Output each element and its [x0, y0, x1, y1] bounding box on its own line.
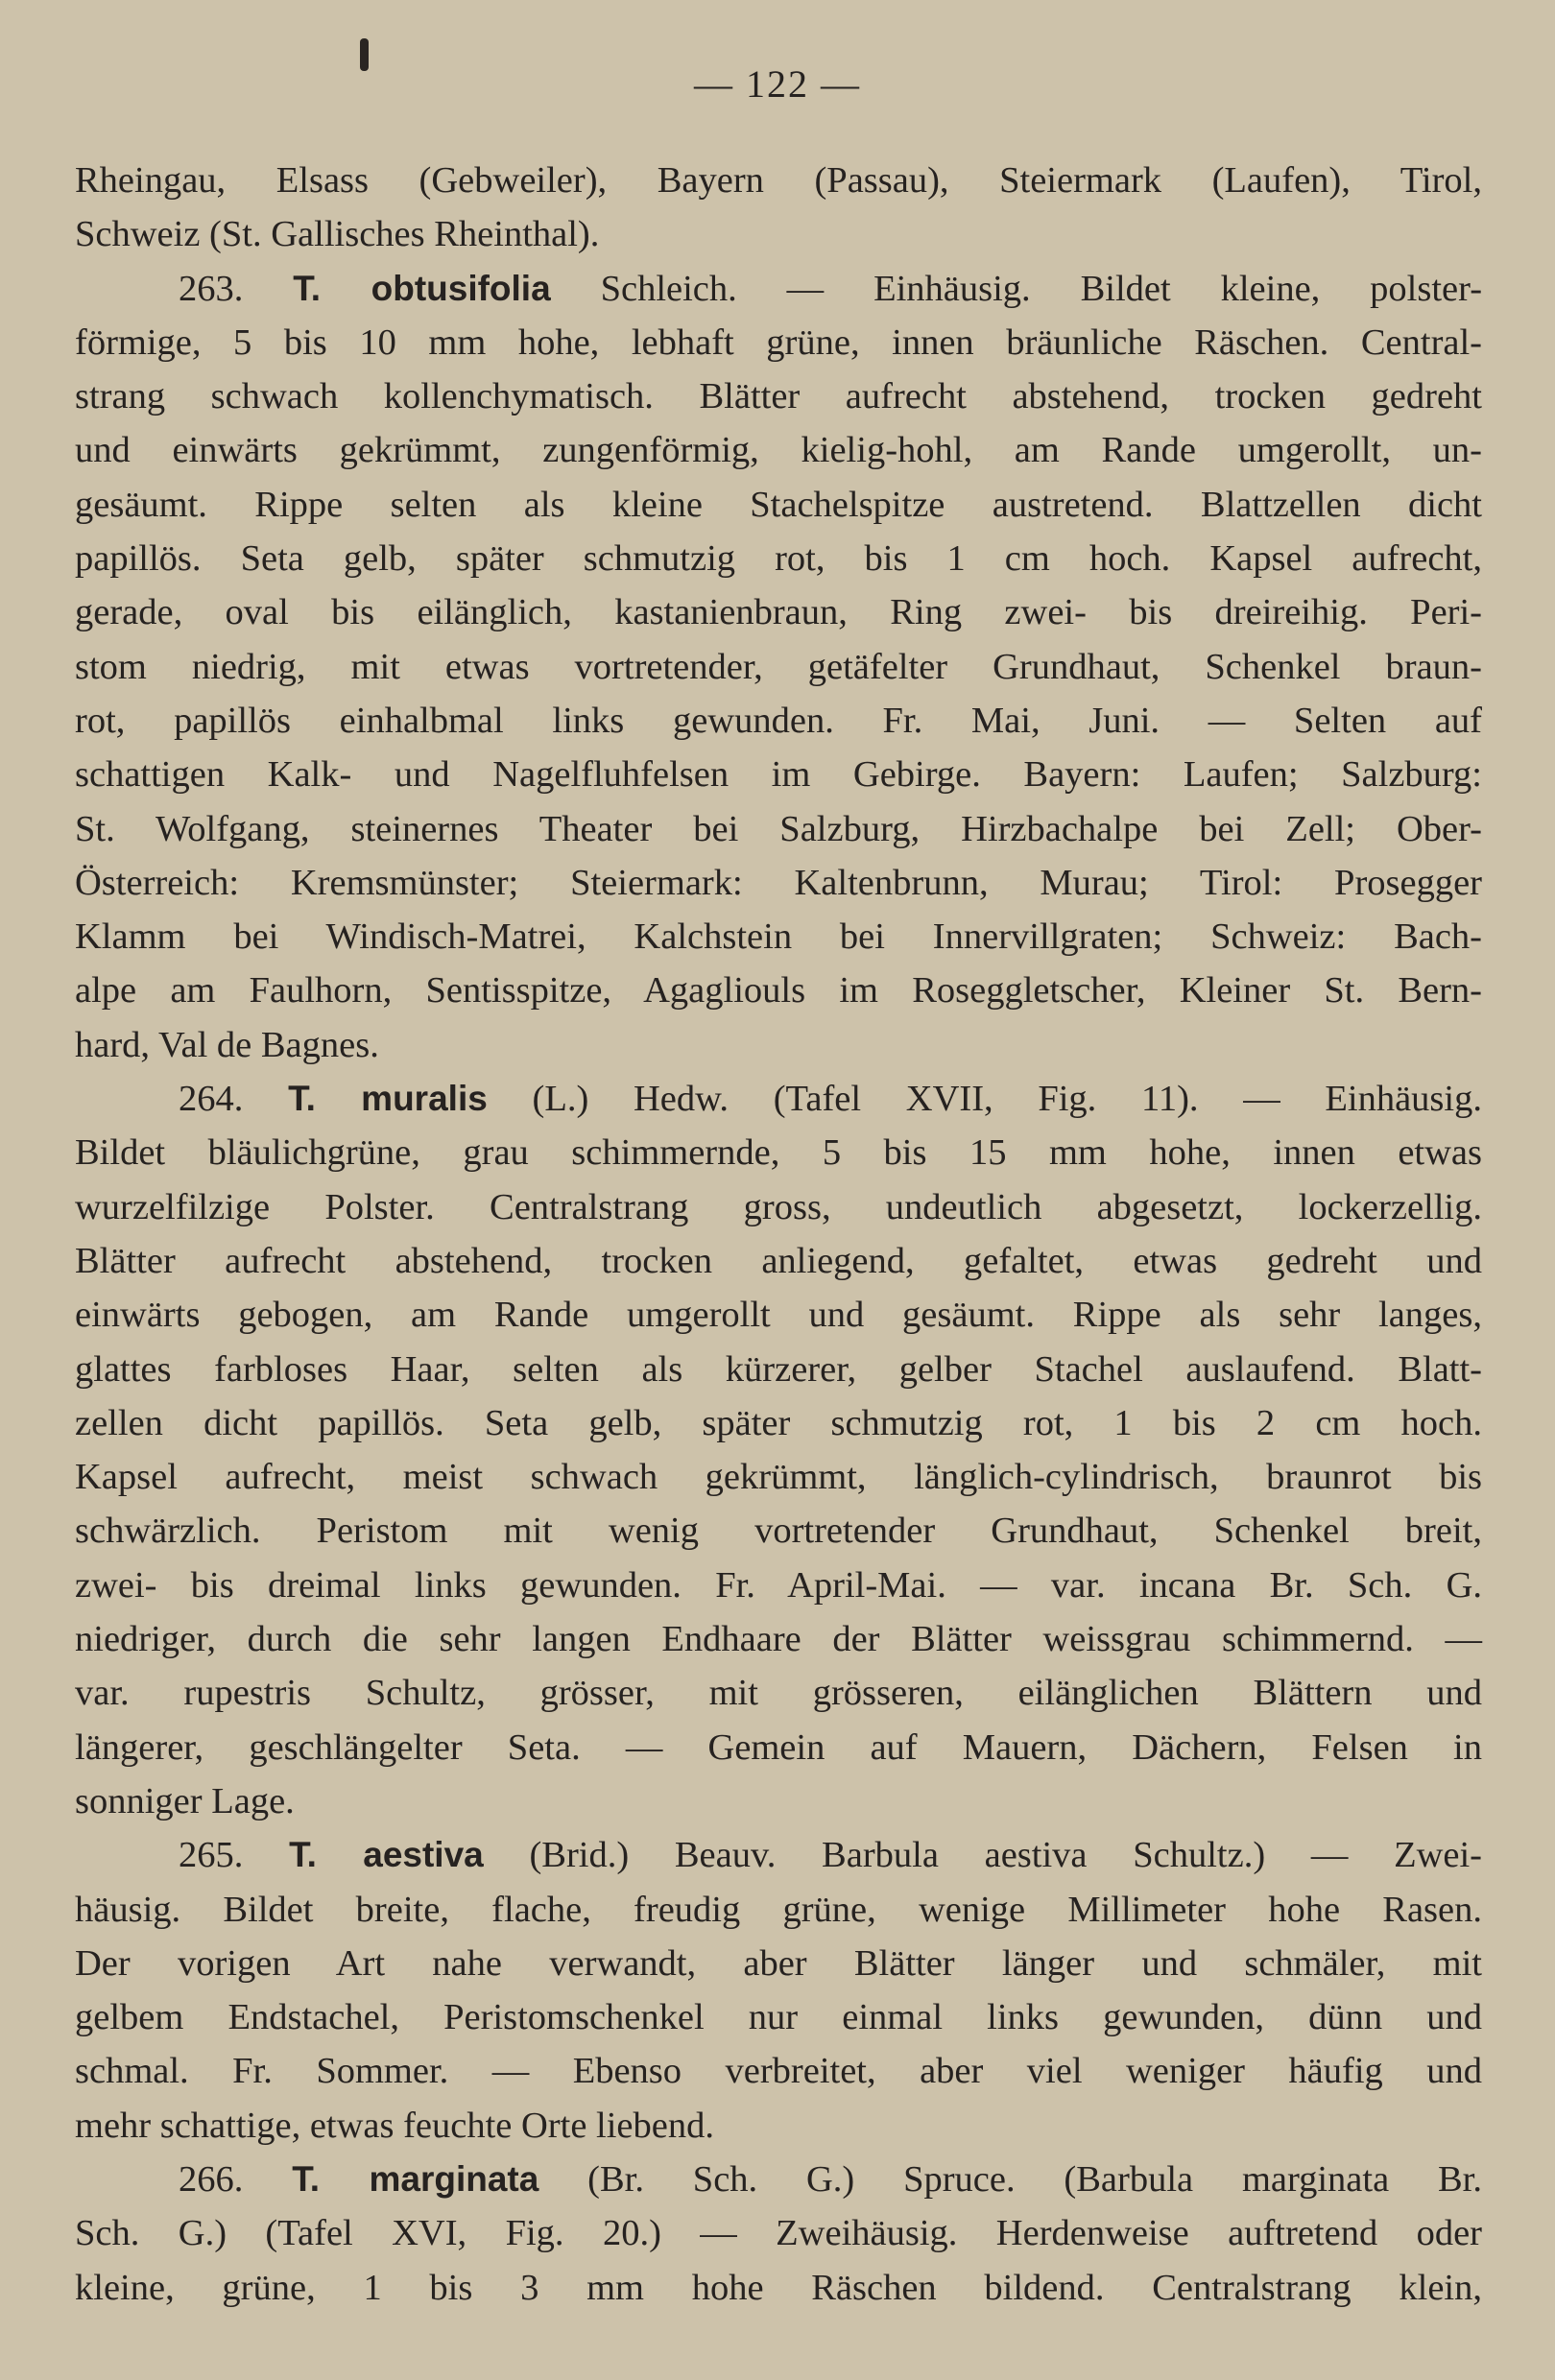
text-line: mehr schattige, etwas feuchte Orte liebend. [75, 2105, 714, 2146]
species-number: 263. [179, 268, 294, 309]
text-line: hard, Val de Bagnes. [75, 1024, 379, 1065]
text-line: zellen dicht papillös. Seta gelb, später schmutzig rot, 1 bis 2 cm hoch. [75, 1402, 1482, 1443]
species-description: (Br. Sch. G.) Spruce. (Barbula marginata Br. [538, 2158, 1483, 2200]
body-text [75, 154, 1482, 2315]
text-line: Klamm bei Windisch-Matrei, Kalchstein bei Innervillgraten; Schweiz: Bach- [75, 916, 1482, 958]
text-line: alpe am Faulhorn, Sentisspitze, Agagliouls im Roseggletscher, Kleiner St. Bern- [75, 970, 1482, 1012]
text-line: Rheingau, Elsass (Gebweiler), Bayern (Passau), Steiermark (Laufen), Tirol, [75, 160, 1482, 201]
text-line: wurzelfilzige Polster. Centralstrang gross, undeutlich abgesetzt, lockerzellig. [75, 1186, 1482, 1227]
species-description: (Brid.) Beauv. Barbula aestiva Schultz.) — Zwei- [483, 1835, 1483, 1876]
species-entry-heading [75, 1072, 1482, 1126]
species-name: T. marginata [292, 2158, 539, 2199]
species-number: 266. [179, 2158, 293, 2200]
species-entry-heading [75, 2153, 1482, 2206]
species-entry-heading [75, 262, 1482, 316]
text-line: schmal. Fr. Sommer. — Ebenso verbreitet, aber viel weniger häufig und [75, 2051, 1482, 2092]
text-line: Kapsel aufrecht, meist schwach gekrümmt, länglich-cylindrisch, braunrot bis [75, 1457, 1482, 1498]
text-line: papillös. Seta gelb, später schmutzig rot, bis 1 cm hoch. Kapsel aufrecht, [75, 538, 1482, 580]
text-line: glattes farbloses Haar, selten als kürzerer, gelber Stachel auslaufend. Blatt- [75, 1348, 1482, 1390]
species-entry-heading [75, 1828, 1482, 1882]
page-number: — 122 — [694, 62, 861, 106]
text-line: schattigen Kalk- und Nagelfluhfelsen im Gebirge. Bayern: Laufen; Salzburg: [75, 754, 1482, 796]
text-line: Der vorigen Art nahe verwandt, aber Blätter länger und schmäler, mit [75, 1942, 1482, 1984]
text-line: rot, papillös einhalbmal links gewunden. Fr. Mai, Juni. — Selten auf [75, 700, 1482, 741]
text-line: zwei- bis dreimal links gewunden. Fr. April-Mai. — var. incana Br. Sch. G. [75, 1564, 1482, 1606]
species-name: T. aestiva [289, 1835, 484, 1875]
text-line: schwärzlich. Peristom mit wenig vortretender Grundhaut, Schenkel breit, [75, 1511, 1482, 1552]
text-line: niedriger, durch die sehr langen Endhaare der Blätter weissgrau schimmernd. — [75, 1619, 1482, 1660]
species-name: T. obtusifolia [293, 268, 551, 308]
text-line: St. Wolfgang, steinernes Theater bei Salzburg, Hirzbachalpe bei Zell; Ober- [75, 808, 1482, 849]
text-line: gerade, oval bis eilänglich, kastanienbraun, Ring zwei- bis dreireihig. Peri- [75, 592, 1482, 633]
text-line: var. rupestris Schultz, grösser, mit grösseren, eilänglichen Blättern und [75, 1673, 1482, 1714]
text-line: Bildet bläulichgrüne, grau schimmernde, 5 bis 15 mm hohe, innen etwas [75, 1132, 1482, 1174]
text-line: Schweiz (St. Gallisches Rheinthal). [75, 214, 600, 255]
species-number: 264. [179, 1079, 289, 1120]
text-line: Sch. G.) (Tafel XVI, Fig. 20.) — Zweihäusig. Herdenweise auftretend oder [75, 2213, 1482, 2254]
species-number: 265. [179, 1835, 290, 1876]
species-name: T. muralis [288, 1079, 488, 1119]
text-line: kleine, grüne, 1 bis 3 mm hohe Räschen bildend. Centralstrang klein, [75, 2267, 1482, 2308]
text-line: Blätter aufrecht abstehend, trocken anliegend, gefaltet, etwas gedreht und [75, 1240, 1482, 1281]
text-line: strang schwach kollenchymatisch. Blätter aufrecht abstehend, trocken gedreht [75, 376, 1482, 417]
text-line: und einwärts gekrümmt, zungenförmig, kielig-hohl, am Rande umgerollt, un- [75, 430, 1482, 471]
text-line: förmige, 5 bis 10 mm hohe, lebhaft grüne, innen bräunliche Räschen. Central- [75, 321, 1482, 363]
text-line: längerer, geschlängelter Seta. — Gemein auf Mauern, Dächern, Felsen in [75, 1726, 1482, 1768]
text-line: häusig. Bildet breite, flache, freudig grüne, wenige Millimeter hohe Rasen. [75, 1889, 1482, 1930]
species-description: (L.) Hedw. (Tafel XVII, Fig. 11). — Einhäusig. [487, 1079, 1482, 1120]
text-line: einwärts gebogen, am Rande umgerollt und gesäumt. Rippe als sehr langes, [75, 1295, 1482, 1336]
text-line: sonniger Lage. [75, 1780, 295, 1821]
text-line: Österreich: Kremsmünster; Steiermark: Kaltenbrunn, Murau; Tirol: Prosegger [75, 862, 1482, 903]
text-line: gelbem Endstachel, Peristomschenkel nur einmal links gewunden, dünn und [75, 1997, 1482, 2038]
species-description: Schleich. — Einhäusig. Bildet kleine, polster- [550, 268, 1483, 309]
text-line: stom niedrig, mit etwas vortretender, getäfelter Grundhaut, Schenkel braun- [75, 646, 1482, 687]
text-line: gesäumt. Rippe selten als kleine Stachelspitze austretend. Blattzellen dicht [75, 484, 1482, 525]
